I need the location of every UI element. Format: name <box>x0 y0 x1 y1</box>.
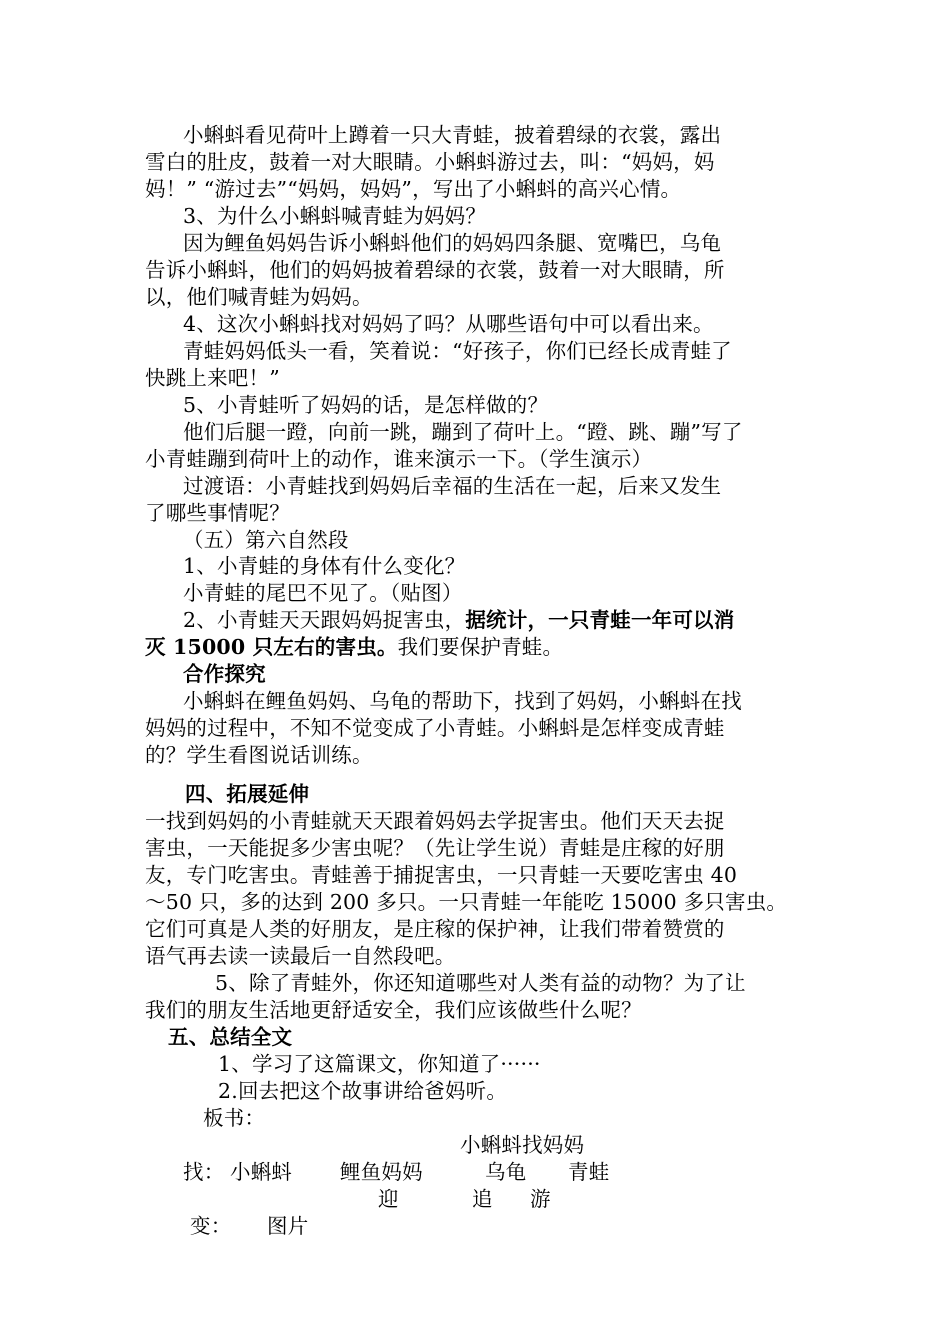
text-line <box>145 634 563 661</box>
text-line: ～50 只，多的达到 200 多只。一只青蛙一年能吃 15000 多只害虫。 <box>145 890 788 914</box>
board-you: 游 <box>530 1187 551 1211</box>
board-picture: 图片 <box>267 1214 309 1238</box>
board-carp: 鲤鱼妈妈 <box>340 1160 423 1184</box>
board-ying: 迎 <box>378 1187 399 1211</box>
text-line: 我们的朋友生活地更舒适安全，我们应该做些什么呢？ <box>145 998 642 1022</box>
section-heading-summary: 五、总结全文 <box>168 1025 293 1049</box>
text-line: 雪白的肚皮，鼓着一对大眼睛。小蝌蚪游过去，叫：“妈妈，妈 <box>145 150 715 174</box>
question-5b: 5、除了青蛙外，你还知道哪些对人类有益的动物？为了让 <box>215 971 746 995</box>
text-line: 妈！” “游过去”“妈妈，妈妈”，写出了小蝌蚪的高兴心情。 <box>145 177 682 201</box>
board-frog: 青蛙 <box>568 1160 610 1184</box>
question-2 <box>183 607 734 634</box>
text-line: 小蝌蚪看见荷叶上蹲着一只大青蛙，披着碧绿的衣裳，露出 <box>183 123 722 147</box>
protect-frog-text: 我们要保护青蛙。 <box>397 635 564 659</box>
text-line: 它们可真是人类的好朋友，是庄稼的保护神，让我们带着赞赏的 <box>145 917 725 941</box>
question-4: 4、这次小蝌蚪找对妈妈了吗？从哪些语句中可以看出来。 <box>183 312 714 336</box>
text-line: 友，专门吃害虫。青蛙善于捕捉害虫，一只青蛙一天要吃害虫 40 <box>145 863 738 887</box>
board-find-label: 找： <box>183 1160 225 1184</box>
board-change-label: 变： <box>190 1214 232 1238</box>
summary-item-1: 1、学习了这篇课文，你知道了······ <box>218 1052 541 1076</box>
section-heading-5: （五）第六自然段 <box>183 528 349 552</box>
text-line: 以，他们喊青蛙为妈妈。 <box>145 285 373 309</box>
board-title: 小蝌蚪找妈妈 <box>460 1133 585 1157</box>
text-line: 小青蛙蹦到荷叶上的动作，谁来演示一下。（学生演示） <box>145 447 653 471</box>
question-5: 5、小青蛙听了妈妈的话，是怎样做的？ <box>183 393 549 417</box>
text-line: 青蛙妈妈低头一看，笑着说：“好孩子，你们已经长成青蛙了 <box>183 339 732 363</box>
board-zhui: 追 <box>472 1187 493 1211</box>
text-line: 小蝌蚪在鲤鱼妈妈、乌龟的帮助下，找到了妈妈，小蝌蚪在找 <box>183 689 742 713</box>
text-line: 了哪些事情呢？ <box>145 501 290 525</box>
board-turtle: 乌龟 <box>485 1160 527 1184</box>
bold-statistic: 据统计，一只青蛙一年可以消 <box>465 608 735 632</box>
text-line: 妈妈的过程中，不知不觉变成了小青蛙。小蝌蚪是怎样变成青蛙 <box>145 716 725 740</box>
bold-statistic-cont: 灭 15000 只左右的害虫。 <box>145 635 398 659</box>
question-2-text: 2、小青蛙天天跟妈妈捉害虫， <box>183 608 466 632</box>
text-line: 的？学生看图说话训练。 <box>145 743 373 767</box>
text-line: 快跳上来吧！” <box>145 366 280 390</box>
board-tadpole: 小蝌蚪 <box>230 1160 293 1184</box>
board-label: 板书： <box>203 1106 266 1130</box>
section-heading-4: 四、拓展延伸 <box>185 782 310 806</box>
text-line: 一找到妈妈的小青蛙就天天跟着妈妈去学捉害虫。他们天天去捉 <box>145 809 725 833</box>
question-3: 3、为什么小蝌蚪喊青蛙为妈妈？ <box>183 204 487 228</box>
cooperative-inquiry-heading: 合作探究 <box>183 662 266 686</box>
text-line: 告诉小蝌蚪，他们的妈妈披着碧绿的衣裳，鼓着一对大眼睛，所 <box>145 258 725 282</box>
text-line: 小青蛙的尾巴不见了。（贴图） <box>183 581 463 605</box>
text-line: 因为鲤鱼妈妈告诉小蝌蚪他们的妈妈四条腿、宽嘴巴，乌龟 <box>183 231 722 255</box>
transition-line: 过渡语：小青蛙找到妈妈后幸福的生活在一起，后来又发生 <box>183 474 722 498</box>
text-line: 害虫，一天能捉多少害虫呢？（先让学生说）青蛙是庄稼的好朋 <box>145 836 725 860</box>
question-1: 1、小青蛙的身体有什么变化？ <box>183 554 466 578</box>
text-line: 语气再去读一读最后一自然段吧。 <box>145 944 456 968</box>
text-line: 他们后腿一蹬，向前一跳，蹦到了荷叶上。“蹬、跳、蹦”写了 <box>183 420 743 444</box>
summary-item-2: 2.回去把这个故事讲给爸妈听。 <box>218 1079 508 1103</box>
